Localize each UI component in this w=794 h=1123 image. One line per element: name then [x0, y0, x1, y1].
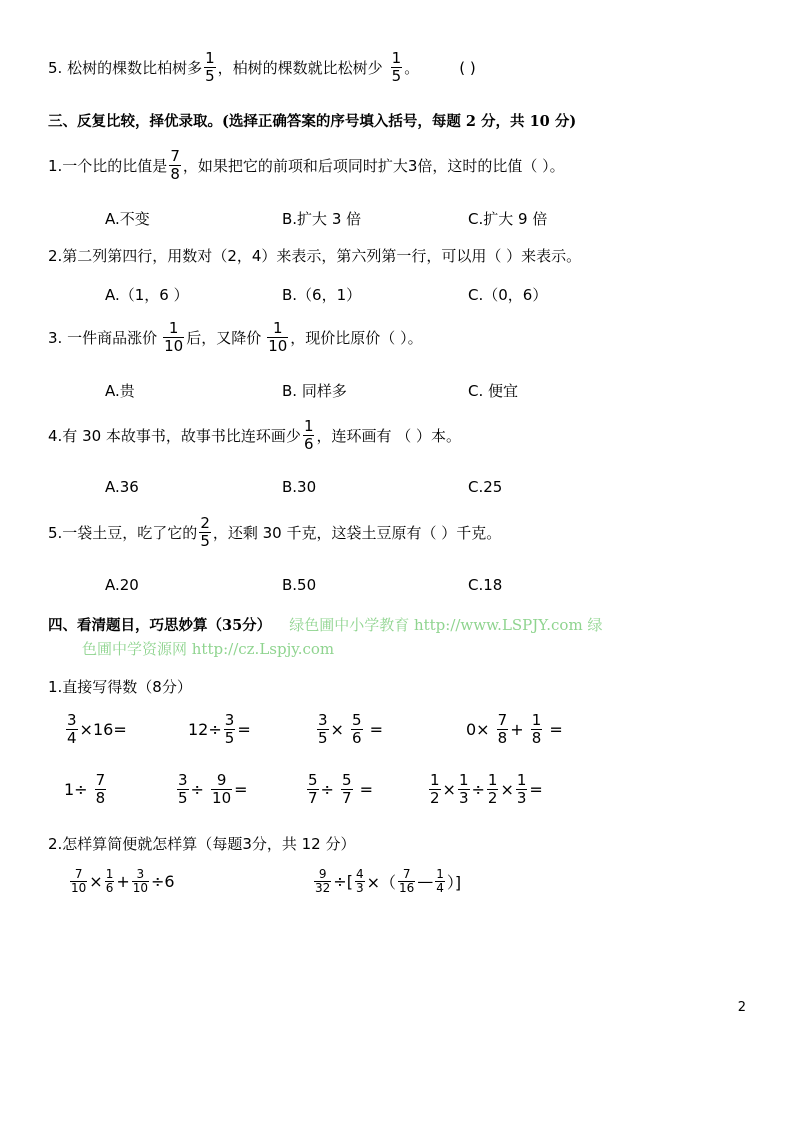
fraction: $\frac{1}{5}$: [391, 49, 402, 85]
s3-q4: [48, 418, 461, 453]
watermark-line2: 色圃中学资源网 http://cz.Lspjy.com: [82, 640, 335, 658]
s3-q4-post: ，连环画有 （ ）本。: [316, 427, 462, 445]
fraction: $\frac{1}{3}$: [516, 771, 527, 807]
page-number: 2: [737, 1000, 746, 1015]
section4-heading: 四、看清题目，巧思妙算（35分）: [48, 617, 272, 634]
option-b: B.（6，1）: [282, 286, 362, 304]
judge-q5: [48, 50, 476, 85]
watermark-line1: 绿色圃中小学教育 http://www.LSPJY.com 绿: [289, 616, 603, 634]
fraction: $\frac{7}{8}$: [170, 147, 180, 183]
fraction: $\frac{1}{5}$: [205, 49, 215, 85]
fraction: $\frac{5}{6}$: [352, 711, 362, 747]
option-c: C.18: [468, 576, 503, 594]
section4-heading-row: [48, 614, 602, 635]
calc-3: $\frac{3}{5}$ × $\frac{5}{6}$ =: [318, 711, 384, 747]
answer-paren: ( ): [459, 58, 476, 77]
s3-q1-post: ，如果把它的前项和后项同时扩大3倍，这时的比值（ ）。: [182, 157, 565, 175]
fraction: $\frac{1}{2}$: [487, 771, 498, 807]
s3-q5-pre: 5.一袋土豆，吃了它的: [48, 524, 198, 542]
fraction: $\frac{9}{32}$: [315, 867, 331, 895]
s3-q3-post: ，现价比原价（ ）。: [290, 329, 423, 347]
s3-q3: [48, 320, 423, 355]
s3-q3-pre: 3. 一件商品涨价: [48, 329, 158, 347]
fraction: $\frac{1}{10}$: [164, 319, 184, 355]
s3-q1: [48, 148, 565, 183]
option-c: C.扩大 9 倍: [468, 210, 548, 228]
judge-q5-prefix: 5. 松树的棵数比柏树多: [48, 59, 203, 77]
fraction: $\frac{1}{6}$: [105, 867, 114, 895]
fraction: $\frac{7}{8}$: [95, 771, 106, 807]
option-c: C.（0，6）: [468, 286, 548, 304]
option-a: A.贵: [105, 382, 135, 400]
fraction: $\frac{1}{3}$: [458, 771, 469, 807]
option-b: B.30: [282, 478, 317, 496]
calc-1: $\frac{3}{4}$ ×16=: [67, 711, 127, 747]
fraction: $\frac{4}{3}$: [355, 867, 364, 895]
option-c: C. 便宜: [468, 382, 519, 400]
fraction: $\frac{1}{6}$: [303, 417, 314, 453]
s3-q1-pre: 1.一个比的比值是: [48, 157, 168, 175]
calc-6: $\frac{3}{5}$ ÷ $\frac{9}{10}$ =: [178, 771, 248, 807]
sub2-title: 2.怎样算简便就怎样算（每题3分，共 12 分）: [48, 835, 356, 853]
s3-q2: 2.第二列第四行，用数对（2，4）来表示，第六列第一行，可以用（ ）来表示。: [48, 247, 582, 265]
option-a: A.20: [105, 576, 139, 594]
option-b: B. 同样多: [282, 382, 347, 400]
sub1-title: 1.直接写得数（8分）: [48, 678, 192, 696]
fraction: $\frac{5}{7}$: [308, 771, 318, 807]
s3-q5-post: ，还剩 30 千克，这袋土豆原有（ ）千克。: [212, 524, 502, 542]
option-b: B.扩大 3 倍: [282, 210, 362, 228]
fraction: $\frac{3}{10}$: [132, 867, 149, 895]
judge-q5-mid: ，柏树的棵数就比松树少: [217, 59, 383, 77]
fraction: $\frac{9}{10}$: [212, 771, 232, 807]
calc-4: 0× $\frac{7}{8}$ + $\frac{1}{8}$ =: [466, 711, 563, 747]
fraction: $\frac{1}{4}$: [436, 867, 444, 895]
fraction: $\frac{5}{7}$: [342, 771, 352, 807]
fraction: $\frac{1}{2}$: [430, 771, 440, 807]
fraction: $\frac{3}{5}$: [318, 711, 328, 747]
fraction: $\frac{7}{10}$: [71, 867, 87, 895]
simplify-2: $\frac{9}{32}$ ÷[ $\frac{4}{3}$ ×（ $\frac{7}{16}$ — $\frac{1}{4}$ ）]: [315, 867, 462, 895]
option-a: A.不变: [105, 210, 150, 228]
s3-q3-mid: 后，又降价: [186, 329, 262, 347]
fraction: $\frac{3}{4}$: [67, 711, 77, 747]
fraction: $\frac{3}{5}$: [178, 771, 188, 807]
option-b: B.50: [282, 576, 317, 594]
section3-heading: 三、反复比较，择优录取。(选择正确答案的序号填入括号，每题 2 分，共 10 分): [48, 113, 577, 130]
simplify-1: $\frac{7}{10}$ × $\frac{1}{6}$ + $\frac{3}{10}$ ÷6: [71, 867, 175, 895]
fraction: $\frac{7}{16}$: [399, 867, 415, 895]
fraction: $\frac{2}{5}$: [200, 514, 210, 550]
s3-q4-pre: 4.有 30 本故事书，故事书比连环画少: [48, 427, 301, 445]
calc-2: 12÷ $\frac{3}{5}$ =: [188, 711, 251, 747]
fraction: $\frac{7}{8}$: [497, 711, 508, 747]
option-a: A.36: [105, 478, 139, 496]
option-c: C.25: [468, 478, 503, 496]
judge-q5-end: 。: [404, 59, 420, 77]
calc-5: 1÷ $\frac{7}{8}$: [64, 771, 106, 807]
fraction: $\frac{1}{8}$: [531, 711, 542, 747]
fraction: $\frac{3}{5}$: [224, 711, 235, 747]
option-a: A.（1，6 ）: [105, 286, 189, 304]
s3-q5: [48, 515, 501, 550]
fraction: $\frac{1}{10}$: [268, 319, 288, 355]
calc-7: $\frac{5}{7}$ ÷ $\frac{5}{7}$ =: [308, 771, 374, 807]
calc-8: $\frac{1}{2}$ × $\frac{1}{3}$ ÷ $\frac{1}{2}$ × $\frac{1}{3}$ =: [430, 771, 543, 807]
